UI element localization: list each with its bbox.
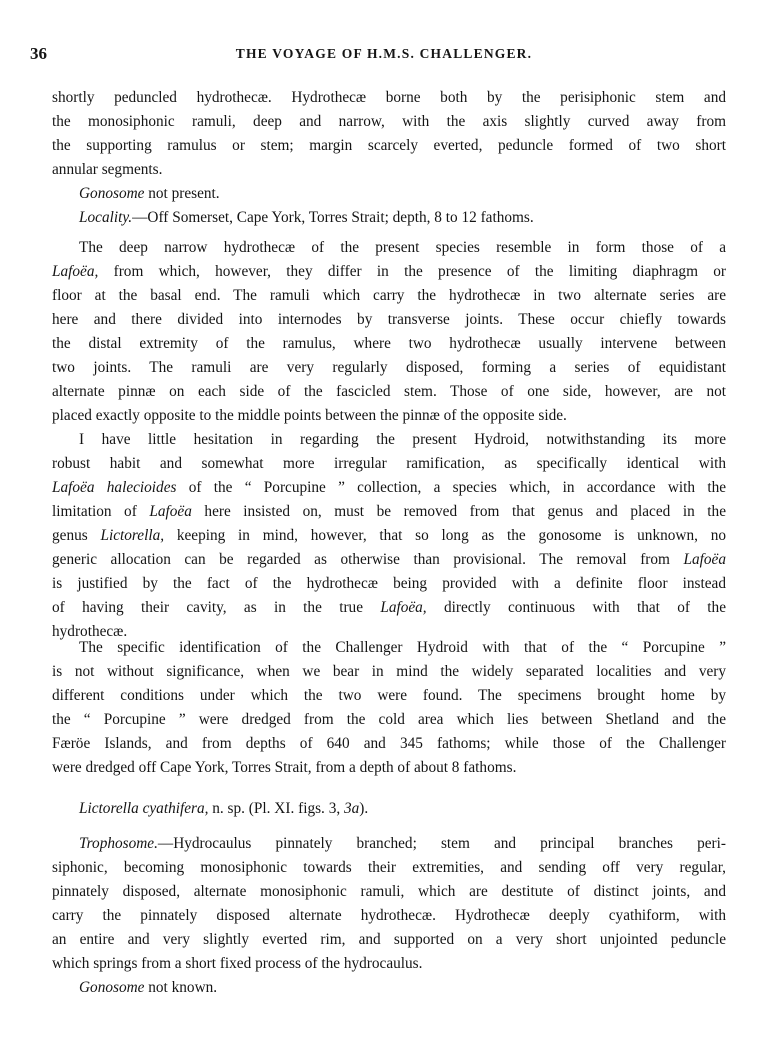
text-line: an entire and very slightly everted rim, and supported on a very short unjointed peduncle <box>52 931 726 948</box>
text-line: the supporting ramulus or stem; margin scarcely everted, peduncle formed of two short <box>52 137 726 154</box>
text-line: shortly peduncled hydrothecæ. Hydrothecæ borne both by the perisiphonic stem and <box>52 89 726 106</box>
text-segment: here insisted on, must be removed from that genus and placed in the <box>191 503 726 520</box>
text-line: The deep narrow hydrothecæ of the present species resemble in form those of a <box>79 239 726 256</box>
paragraph-3 <box>52 636 726 780</box>
gonosome-text: not present. <box>144 185 220 202</box>
text-line <box>52 832 726 856</box>
text-line: which springs from a short fixed process of the hydrocaulus. <box>52 955 423 972</box>
species-heading <box>52 797 726 821</box>
figure-ref: 3a <box>344 800 360 817</box>
paragraph-2 <box>52 428 726 644</box>
text-line: placed exactly opposite to the middle points between the pinnæ of the opposite side. <box>52 407 567 424</box>
text-line: robust habit and somewhat more irregular ramification, as specifically identical with <box>52 455 726 472</box>
text-line: hydrothecæ. <box>52 623 128 640</box>
gonosome-line <box>52 182 726 206</box>
text-line <box>52 260 726 284</box>
genus-name: Lafoëa <box>149 503 192 520</box>
text-segment: genus <box>52 527 101 544</box>
text-segment: n. sp. (Pl. XI. figs. 3, <box>208 800 344 817</box>
running-title: THE VOYAGE OF H.M.S. CHALLENGER. <box>235 46 533 61</box>
text-segment: of the “ Porcupine ” collection, a species which, in accordance with the <box>176 479 727 496</box>
text-line: is justified by the fact of the hydrothecæ being provided with a definite floor instead <box>52 575 726 592</box>
text-line: carry the pinnately disposed alternate hydrothecæ. Hydrothecæ deeply cyathiform, with <box>52 907 726 924</box>
text-segment: limitation of <box>52 503 150 520</box>
text-line <box>52 548 726 572</box>
page-header <box>30 44 738 68</box>
gonosome-term: Gonosome <box>79 185 145 202</box>
genus-name: Lafoëa, <box>380 599 427 616</box>
page-number: 36 <box>30 44 47 63</box>
text-segment: directly continuous with that of the <box>426 599 726 616</box>
text-line: the “ Porcupine ” were dredged from the cold area which lies between Shetland and the <box>52 711 726 728</box>
text-line: different conditions under which the two were found. The specimens brought home by <box>52 687 726 704</box>
text-line: pinnately disposed, alternate monosiphonic ramuli, which are destitute of distinct joints, and <box>52 883 726 900</box>
text-segment: of having their cavity, as in the true <box>52 599 381 616</box>
genus-name: Lictorella, <box>100 527 165 544</box>
text-line: here and there divided into internodes by transverse joints. These occur chiefly towards <box>52 311 726 328</box>
text-line <box>52 500 726 524</box>
text-line: alternate pinnæ on each side of the fascicled stem. Those of one side, however, are not <box>52 383 726 400</box>
gonosome-text: not known. <box>144 979 218 996</box>
text-line: siphonic, becoming monosiphonic towards their extremities, and sending off very regular, <box>52 859 726 876</box>
text-line: floor at the basal end. The ramuli which carry the hydrothecæ in two alternate series are <box>52 287 726 304</box>
text-line: the monosiphonic ramuli, deep and narrow, with the axis slightly curved away from <box>52 113 726 130</box>
description-block <box>52 86 726 230</box>
gonosome-term: Gonosome <box>79 979 145 996</box>
genus-name: Lafoëa <box>683 551 726 568</box>
gonosome-line <box>52 976 726 1000</box>
text-segment: generic allocation can be regarded as otherwise than provisional. The removal from <box>52 551 684 568</box>
text-line: two joints. The ramuli are very regularly disposed, forming a series of equidistant <box>52 359 726 376</box>
text-line: is not without significance, when we bear in mind the widely separated localities and very <box>52 663 726 680</box>
text-line: the distal extremity of the ramulus, where two hydrothecæ usually intervene between <box>52 335 726 352</box>
text-line: I have little hesitation in regarding the present Hydroid, notwithstanding its more <box>79 431 726 448</box>
text-line: Færöe Islands, and from depths of 640 and 345 fathoms; while those of the Challenger <box>52 735 726 752</box>
text-line <box>52 524 726 548</box>
text-line <box>52 476 726 500</box>
species-name: Lictorella cyathifera, <box>79 800 209 817</box>
text-line: were dredged off Cape York, Torres Strait, from a depth of about 8 fathoms. <box>52 759 517 776</box>
locality-term: Locality. <box>79 209 133 226</box>
species-line <box>52 797 726 821</box>
text-line: annular segments. <box>52 161 163 178</box>
text-line: The specific identification of the Challenger Hydroid with that of the “ Porcupine ” <box>79 639 726 656</box>
genus-name: Lafoëa, <box>52 263 99 280</box>
locality-line <box>52 206 726 230</box>
text-line <box>52 596 726 620</box>
text-segment: ). <box>359 800 369 817</box>
locality-text: —Off Somerset, Cape York, Torres Strait; depth, 8 to 12 fathoms. <box>132 209 534 226</box>
trophosome-paragraph <box>52 832 726 1000</box>
text-segment: keeping in mind, however, that so long as the gonosome is unknown, no <box>164 527 726 544</box>
text-segment: from which, however, they differ in the presence of the limiting diaphragm or <box>98 263 726 280</box>
text-segment: —Hydrocaulus pinnately branched; stem and principal branches peri- <box>157 835 726 852</box>
species-name: Lafoëa halecioides <box>52 479 177 496</box>
trophosome-term: Trophosome. <box>79 835 158 852</box>
paragraph-1 <box>52 236 726 428</box>
